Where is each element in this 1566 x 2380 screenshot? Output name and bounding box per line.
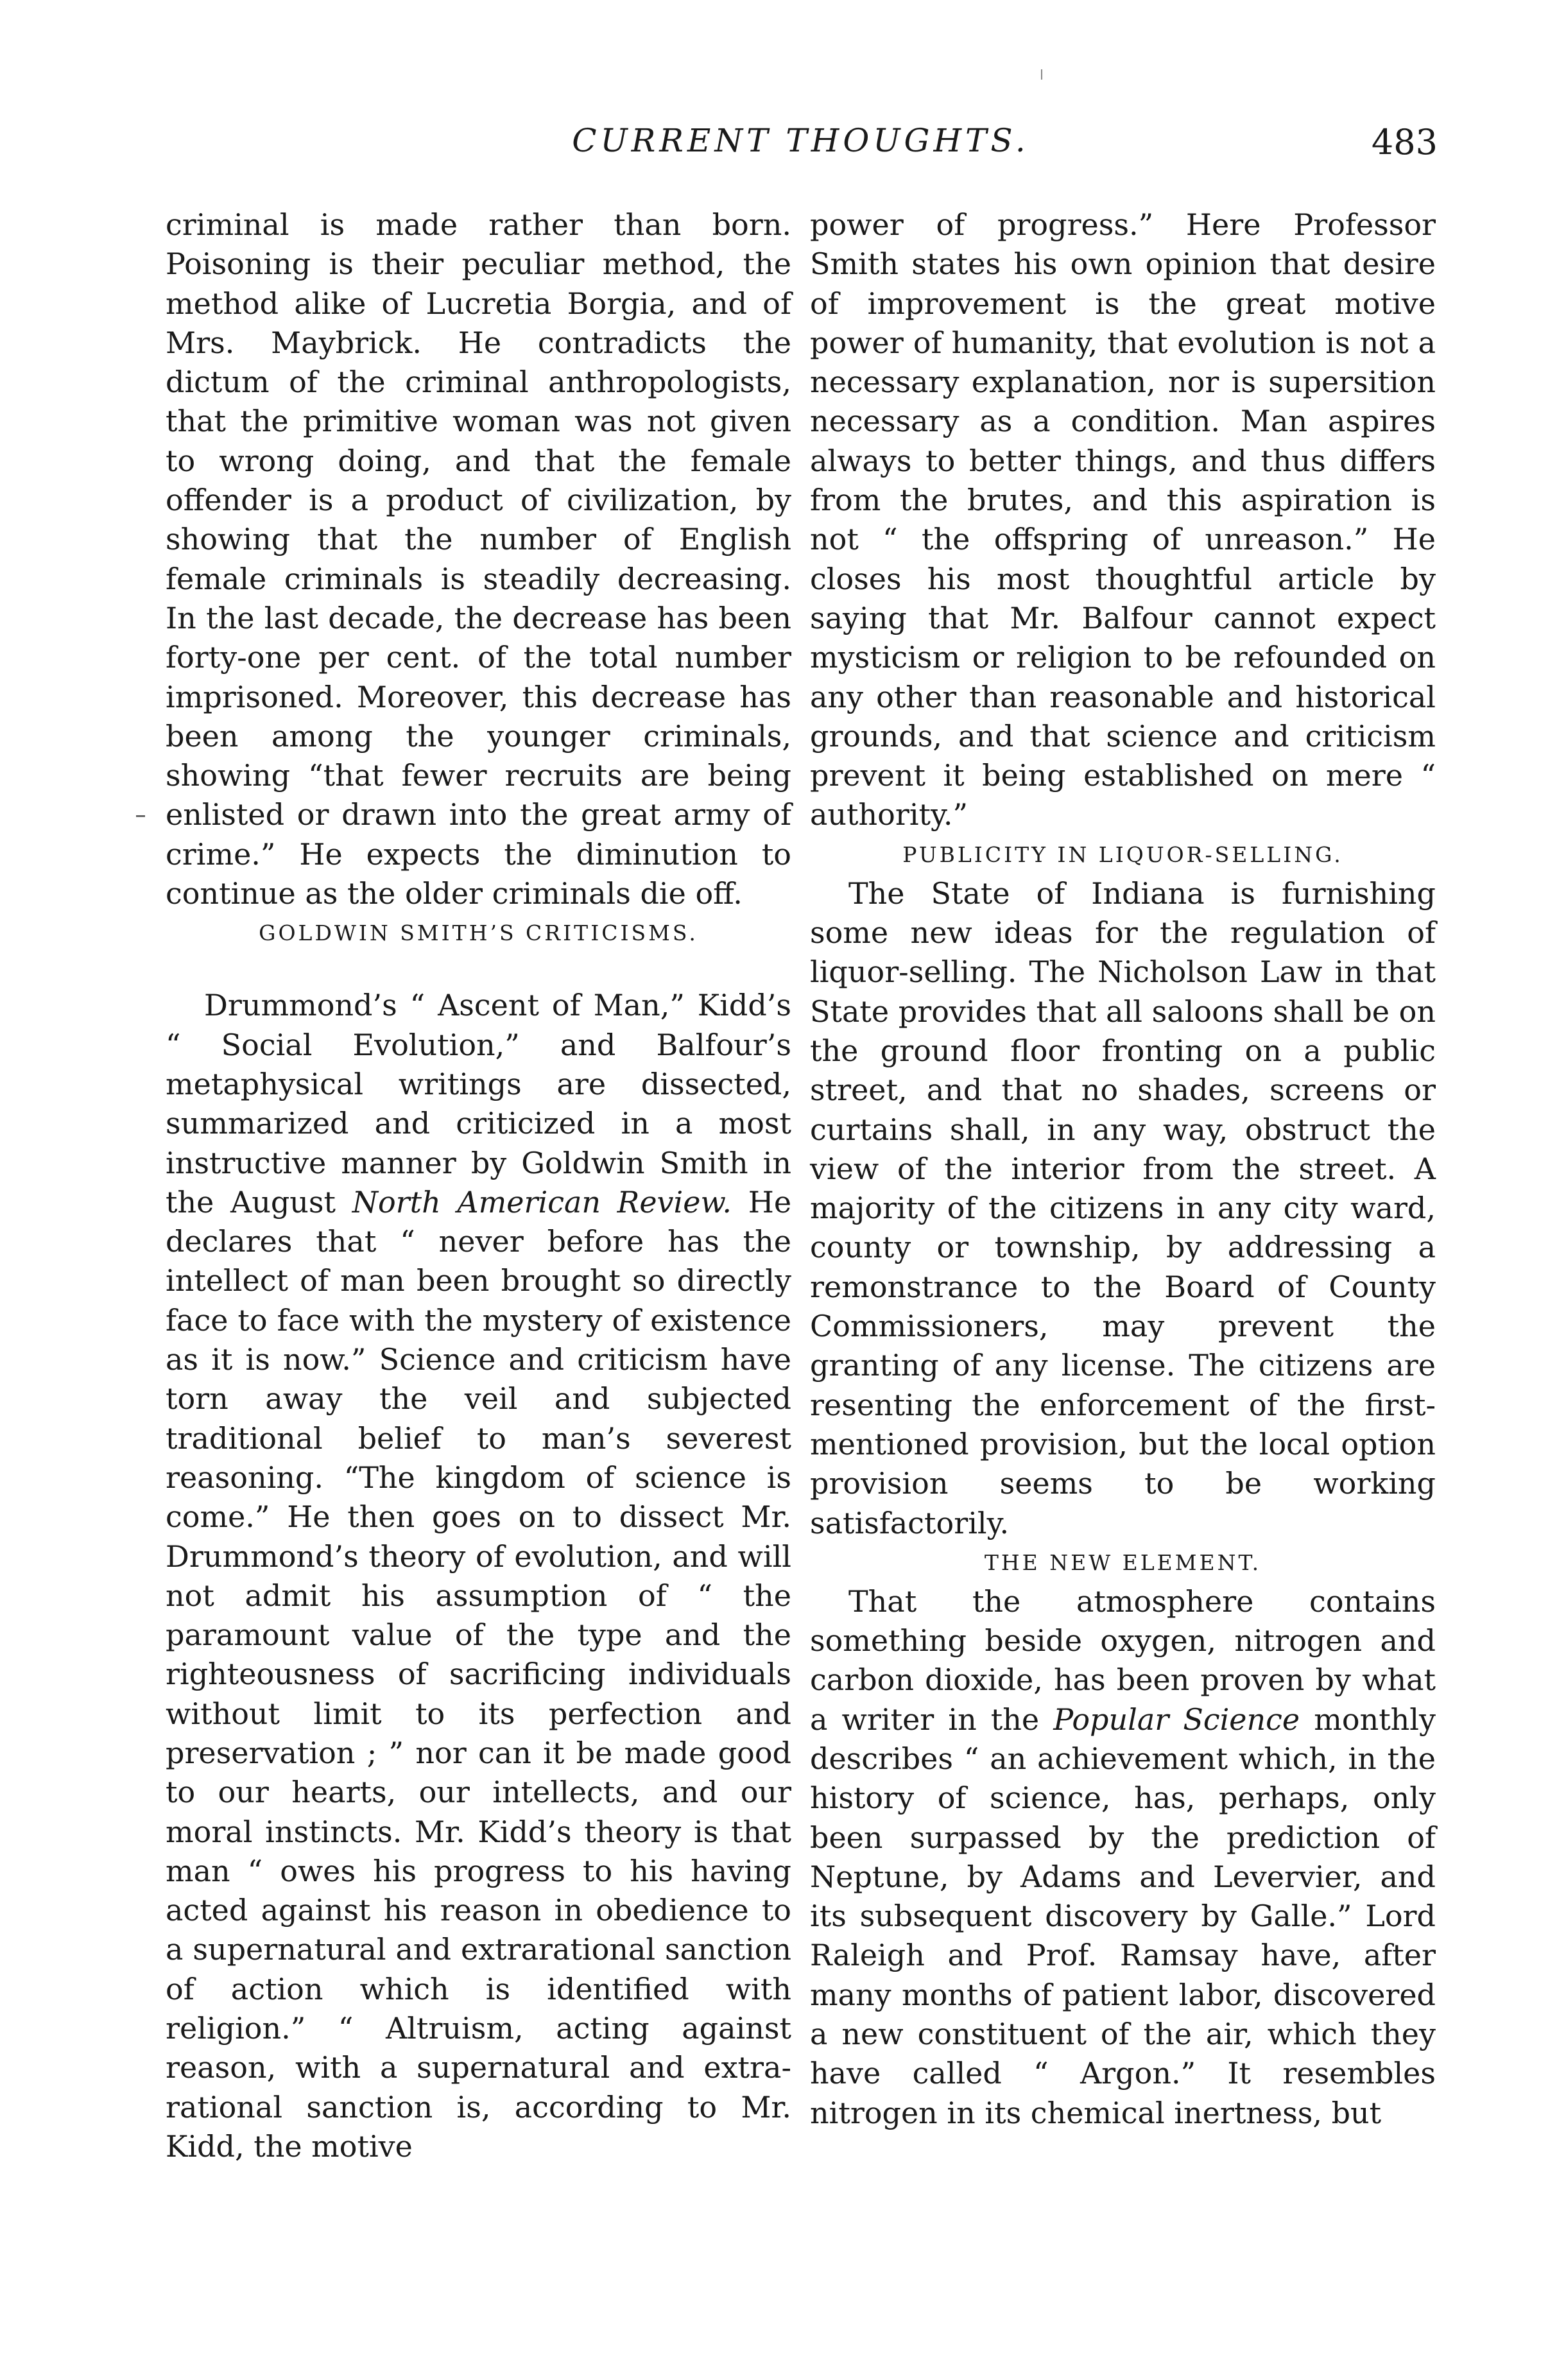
margin-mark bbox=[136, 815, 145, 817]
paragraph-criminals: criminal is made rather than born. Poisoning is their peculiar method, the method alike of Lucretia Borgia, and of Mrs. Maybrick. He contradicts the dictum of the criminal anthropologists, that the primitive woman was not given to wrong doing, and that the female offender is a product of civilization, by showing that the number of English female criminals is steadily decreasing. In the last decade, the decrease has been forty-one per cent. of the total number imprisoned. Moreover, this decrease has been among the younger criminals, showing “that fewer recruits are being enlisted or drawn into the great army of crime.” He expects the diminution to continue as the older criminals die off. bbox=[166, 207, 791, 911]
paragraph-progress: power of progress.” Here Professor Smith states his own opinion that desire of improvement is the great motive power of humanity, that evolution is not a necessary explanation, nor is supersition necessary as a condition. Man aspires always to better things, and thus differs from the brutes, and this aspiration is not “ the offspring of unreason.” He closes his most thoughtful article by saying that Mr. Balfour cannot expect mysticism or religion to be refounded on any other than reasonable and historical grounds, and that science and criticism prevent it being established on mere “ authority.” bbox=[810, 207, 1436, 832]
periodical-title: North American Review. bbox=[352, 1184, 732, 1220]
left-column bbox=[166, 205, 791, 2166]
paragraph-new-element bbox=[810, 1582, 1436, 2133]
print-mark bbox=[1041, 69, 1042, 80]
running-title: CURRENT THOUGHTS. bbox=[572, 122, 1029, 159]
paragraph-text: He declares that “ never before has the intellect of man been brought so directly face to face with the mystery of existence as it is now.” Science and criticism have torn away the veil and subjected traditional belief to man’s severest reasoning. “The kingdom of science is come.” He then goes on to dissect Mr. Drummond’s theory of evolution, and will not admit his assumption of “ the paramount value of the type and the righteousness of sacrificing individuals without limit to its perfection and preservation ; ” nor can it be made good to our hearts, our intellects, and our moral instincts. Mr. Kidd’s theory is that man “ owes his progress to his having acted against his reason in obedience to a supernatural and extrarational sanction of action which is identified with religion.” “ Altruism, acting against reason, with a supernatural and extra-rational sanction is, according to Mr. Kidd, the motive bbox=[166, 1184, 792, 2164]
paragraph-text: That the atmosphere contains something beside oxygen, nitrogen and carbon dioxide, has been proven by what a writer in the bbox=[810, 1583, 1436, 1737]
paragraph-text: Drummond’s “ Ascent of Man,” Kidd’s “ Social Evolution,” and Balfour’s metaphysical writings are dissected, summarized and criticized in a most instructive manner by Goldwin Smith in the August bbox=[166, 988, 791, 1220]
paragraph-liquor-selling: The State of Indiana is furnishing some new ideas for the regulation of liquor-selling. The Nicholson Law in that State provides that all saloons shall be on the ground floor fronting on a public street, and that no shades, screens or curtains shall, in any way, obstruct the view of the interior from the street. A majority of the citizens in any city ward, county or township, by addressing a remonstrance to the Board of County Commissioners, may prevent the granting of any license. The citizens are resenting the enforcement of the first-mentioned provision, but the local option provision seems to be working satisfactorily. bbox=[810, 875, 1436, 1540]
section-heading-goldwin-smith: GOLDWIN SMITH’S CRITICISMS. bbox=[259, 920, 698, 946]
running-header bbox=[164, 122, 1438, 180]
paragraph-goldwin-smith bbox=[166, 986, 791, 2166]
section-heading-new-element: THE NEW ELEMENT. bbox=[984, 1549, 1262, 1575]
paragraph-text: monthly describes “ an achievement which, in the history of science, has, perhaps, only been surpassed by the prediction of Neptune, by Adams and Levervier, and its subsequent discovery by Galle.” Lord Raleigh and Prof. Ramsay have, after many months of patient labor, discovered a new constituent of the air, which they have called “ Argon.” It resembles nitrogen in its chemical inertness, but bbox=[810, 1702, 1436, 2130]
page-number: 483 bbox=[1371, 122, 1438, 162]
right-column bbox=[810, 205, 1436, 2133]
periodical-title: Popular Science bbox=[1053, 1702, 1300, 1737]
section-heading-publicity: PUBLICITY IN LIQUOR-SELLING. bbox=[902, 841, 1343, 867]
